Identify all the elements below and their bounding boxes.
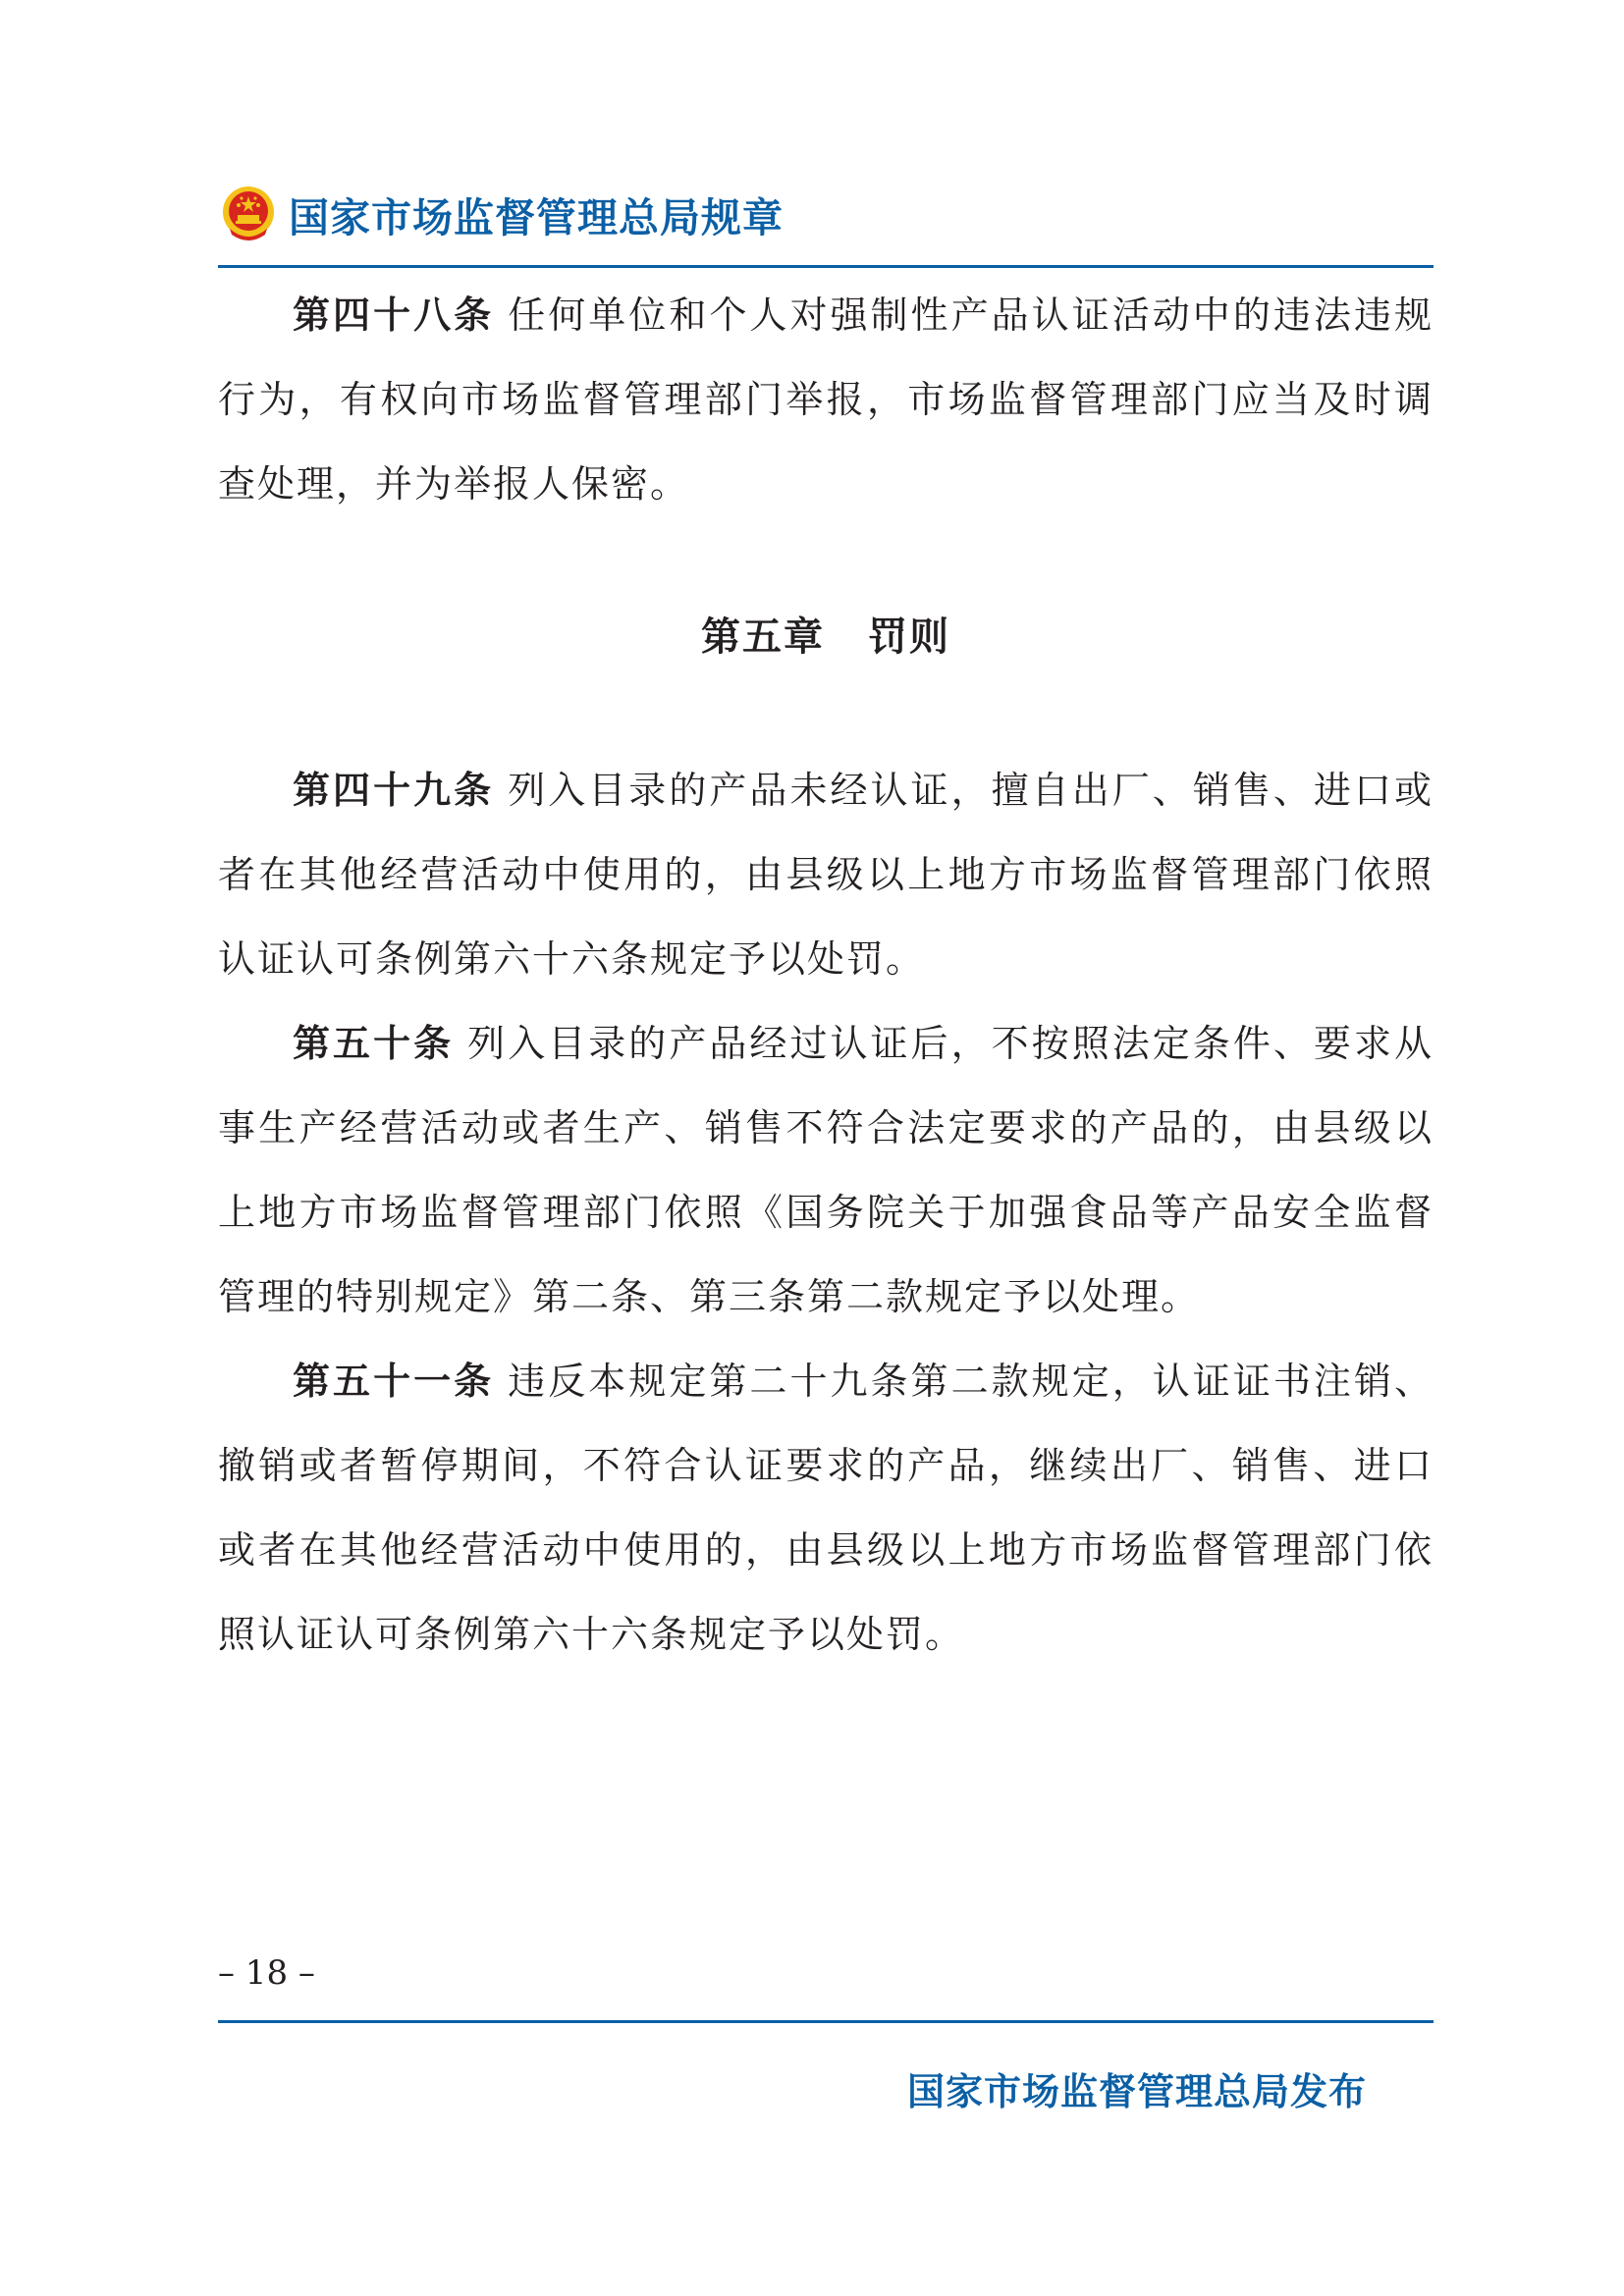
- article-number: 第四十九条: [293, 769, 495, 812]
- article-number: 第五十条: [293, 1022, 455, 1065]
- header-divider: [218, 265, 1434, 268]
- header-title: 国家市场监督管理总局规章: [289, 193, 784, 241]
- article-48: [218, 273, 1434, 526]
- document-body: [218, 273, 1434, 1677]
- page-header: [218, 175, 784, 253]
- article-49: [218, 748, 1434, 1001]
- footer-divider: [218, 2020, 1434, 2023]
- article-51: [218, 1339, 1434, 1677]
- article-text: 任何单位和个人对强制性产品认证活动中的违法违规行为，有权向市场监督管理部门举报，市场监督管理部门应当及时调查处理，并为举报人保密。: [218, 294, 1434, 506]
- article-text: 列入目录的产品经过认证后，不按照法定条件、要求从事生产经营活动或者生产、销售不符合法定要求的产品的，由县级以上地方市场监督管理部门依照《国务院关于加强食品等产品安全监督管理的特别规定》第二条、第三条第二款规定予以处理。: [218, 1022, 1434, 1318]
- chapter-label: 第五章: [701, 614, 825, 660]
- article-text: 列入目录的产品未经认证，擅自出厂、销售、进口或者在其他经营活动中使用的，由县级以上地方市场监督管理部门依照认证认可条例第六十六条规定予以处罚。: [218, 769, 1434, 981]
- chapter-heading: [218, 595, 1434, 679]
- national-emblem-icon: [218, 184, 279, 244]
- article-text: 违反本规定第二十九条第二款规定，认证证书注销、撤销或者暂停期间，不符合认证要求的产品，继续出厂、销售、进口或者在其他经营活动中使用的，由县级以上地方市场监督管理部门依照认证认可条例第六十六条规定予以处罚。: [218, 1360, 1434, 1656]
- page-number: – 18 –: [218, 1953, 315, 1993]
- chapter-title: 罚则: [868, 614, 950, 660]
- article-number: 第四十八条: [293, 294, 495, 337]
- footer-publisher: 国家市场监督管理总局发布: [906, 2070, 1367, 2113]
- article-50: [218, 1001, 1434, 1339]
- article-number: 第五十一条: [293, 1360, 495, 1403]
